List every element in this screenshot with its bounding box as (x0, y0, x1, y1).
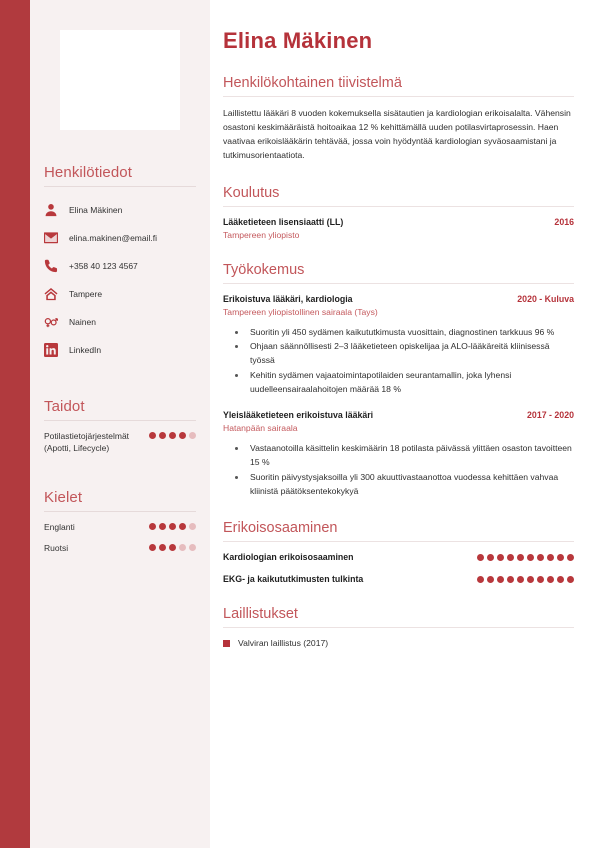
main-content (210, 0, 600, 848)
rating-dot-empty (189, 432, 196, 439)
education-entry-header (223, 217, 574, 227)
contact-value-location: Tampere (69, 289, 103, 299)
education-institution: Tampereen yliopisto (223, 229, 300, 240)
contact-value-linkedin: LinkedIn (69, 345, 102, 355)
section-heading-licences: Laillistukset (223, 606, 298, 623)
rating-dot-filled (507, 554, 514, 561)
page-title: Elina Mäkinen (223, 28, 373, 53)
rating-dot-filled (497, 576, 504, 583)
gender-icon (44, 315, 58, 329)
language-label: Englanti (44, 521, 75, 532)
section-divider-education (223, 206, 574, 207)
bullet-item: • Suoritin päivystysjaksoilla yli 300 akuuttivastaanottoa vuodessa kehittäen vahvaa kliinistä päätöksentekokykyä (247, 471, 574, 499)
contact-item-phone[interactable] (44, 252, 196, 280)
rating-dot-filled (567, 554, 574, 561)
section-divider-licences (223, 627, 574, 628)
experience-date: 2020 - Kuluva (517, 293, 574, 304)
entry-spacer (223, 398, 574, 410)
experience-title: Yleislääketieteen erikoistuva lääkäri (223, 410, 374, 421)
rating-dot-filled (537, 576, 544, 583)
person-icon (44, 203, 58, 217)
education-date: 2016 (554, 216, 574, 227)
left-accent-bar (0, 0, 30, 848)
section-divider-experience (223, 283, 574, 284)
contact-value-name: Elina Mäkinen (69, 205, 123, 215)
rating-dot-filled (169, 523, 176, 530)
square-bullet-icon (223, 640, 230, 647)
education-entry (223, 217, 574, 240)
contact-value-gender: Nainen (69, 317, 96, 327)
contact-value-email: elina.makinen@email.fi (69, 233, 158, 243)
section-heading-summary: Henkilökohtainen tiivistelmä (223, 75, 402, 91)
rating-dot-filled (149, 432, 156, 439)
rating-dot-filled (477, 554, 484, 561)
rating-dot-filled (557, 576, 564, 583)
rating-dot-filled (169, 432, 176, 439)
rating-dot-empty (179, 544, 186, 551)
rating-dot-filled (159, 523, 166, 530)
contact-item-location (44, 280, 196, 308)
sidebar (30, 0, 210, 848)
contact-item-linkedin[interactable] (44, 336, 196, 364)
experience-bullets (237, 442, 574, 498)
skill-rating-dots (149, 430, 196, 439)
contact-item-gender (44, 308, 196, 336)
rating-dot-filled (517, 554, 524, 561)
rating-dot-filled (149, 523, 156, 530)
experience-entry-header (223, 410, 574, 420)
rating-dot-filled (567, 576, 574, 583)
rating-dot-empty (189, 523, 196, 530)
language-row (44, 542, 196, 554)
sidebar-heading-personal: Henkilötiedot (44, 164, 133, 181)
sidebar-heading-skills: Taidot (44, 398, 85, 415)
rating-dot-empty (189, 544, 196, 551)
bullet-item: • Kehitin sydämen vajaatoimintapotilaiden seurantamallin, joka lyhensi uudelleensairaalahoitojen määrää 18 % (247, 369, 574, 397)
envelope-icon (44, 231, 58, 245)
rating-dot-filled (517, 576, 524, 583)
skill-label: Potilastietojärjestelmät (Apotti, Lifecycle) (44, 431, 130, 454)
expertise-rating-dots (477, 554, 574, 561)
rating-dot-filled (149, 544, 156, 551)
rating-dot-filled (179, 432, 186, 439)
expertise-rating-dots (477, 576, 574, 583)
experience-employer: Tampereen yliopistollinen sairaala (Tays) (223, 306, 378, 317)
sidebar-divider-personal (44, 186, 196, 187)
language-rating-dots (149, 521, 196, 530)
section-heading-experience: Työkokemus (223, 261, 305, 278)
rating-dot-filled (497, 554, 504, 561)
rating-dot-filled (159, 544, 166, 551)
experience-bullets (237, 326, 574, 397)
section-heading-education: Koulutus (223, 184, 280, 201)
expertise-label: EKG- ja kaikututkimusten tulkinta (223, 574, 364, 585)
rating-dot-filled (487, 576, 494, 583)
language-rating-dots (149, 542, 196, 551)
phone-icon (44, 259, 58, 273)
contact-list (44, 196, 196, 364)
experience-entry-header (223, 294, 574, 304)
section-divider-summary (223, 96, 574, 97)
licence-list (223, 638, 574, 648)
sidebar-divider-skills (44, 420, 196, 421)
sidebar-heading-languages: Kielet (44, 488, 83, 506)
rating-dot-filled (507, 576, 514, 583)
rating-dot-filled (537, 554, 544, 561)
contact-value-phone: +358 40 123 4567 (69, 261, 138, 271)
expertise-label: Kardiologian erikoisosaaminen (223, 552, 354, 563)
section-divider-expertise (223, 541, 574, 542)
rating-dot-filled (179, 523, 186, 530)
experience-title: Erikoistuva lääkäri, kardiologia (223, 293, 353, 304)
profile-photo-placeholder (60, 30, 180, 130)
bullet-item: • Suoritin yli 450 sydämen kaikututkimusta vuosittain, diagnostinen tarkkuus 96 % (247, 326, 574, 340)
experience-entry (223, 410, 574, 498)
list-item (223, 638, 574, 648)
education-degree: Lääketieteen lisensiaatti (LL) (223, 216, 344, 227)
expertise-row (223, 552, 574, 562)
contact-item-email[interactable] (44, 224, 196, 252)
skill-row (44, 430, 196, 455)
experience-entry (223, 294, 574, 397)
rating-dot-filled (547, 554, 554, 561)
rating-dot-filled (159, 432, 166, 439)
language-row (44, 521, 196, 533)
rating-dot-filled (169, 544, 176, 551)
section-heading-expertise: Erikoisosaaminen (223, 520, 338, 537)
rating-dot-filled (547, 576, 554, 583)
contact-item-name (44, 196, 196, 224)
home-icon (44, 287, 58, 301)
bullet-item: • Ohjaan säännöllisesti 2–3 lääketieteen opiskelijaa ja ALO-lääkäreitä kliinisessä työssä (247, 340, 574, 368)
rating-dot-filled (527, 554, 534, 561)
linkedin-icon (44, 343, 58, 357)
experience-date: 2017 - 2020 (527, 410, 574, 421)
rating-dot-filled (487, 554, 494, 561)
sidebar-divider-languages (44, 511, 196, 512)
summary-text: Laillistettu lääkäri 8 vuoden kokemuksella sisätautien ja kardiologian erikoisalalta. Vähensin osastoni keskimääräistä hoitoaikaa 12 % kehittämällä uuden potilasvirtaprosessin. Haen vaativaa erikoislääkärin tehtävää, jossa voin hyödyntää kardiologian syväosaamistani ja tutkimusorientaatiota. (223, 108, 571, 160)
expertise-row (223, 574, 574, 584)
rating-dot-filled (557, 554, 564, 561)
experience-employer: Hatanpään sairaala (223, 423, 298, 434)
bullet-item: • Vastaanotoilla käsittelin keskimäärin 18 potilasta päivässä ylittäen osaston tavoitteen 15 % (247, 442, 574, 470)
rating-dot-filled (527, 576, 534, 583)
licence-label: Valviran laillistus (2017) (238, 638, 329, 649)
rating-dot-filled (477, 576, 484, 583)
language-label: Ruotsi (44, 542, 69, 553)
